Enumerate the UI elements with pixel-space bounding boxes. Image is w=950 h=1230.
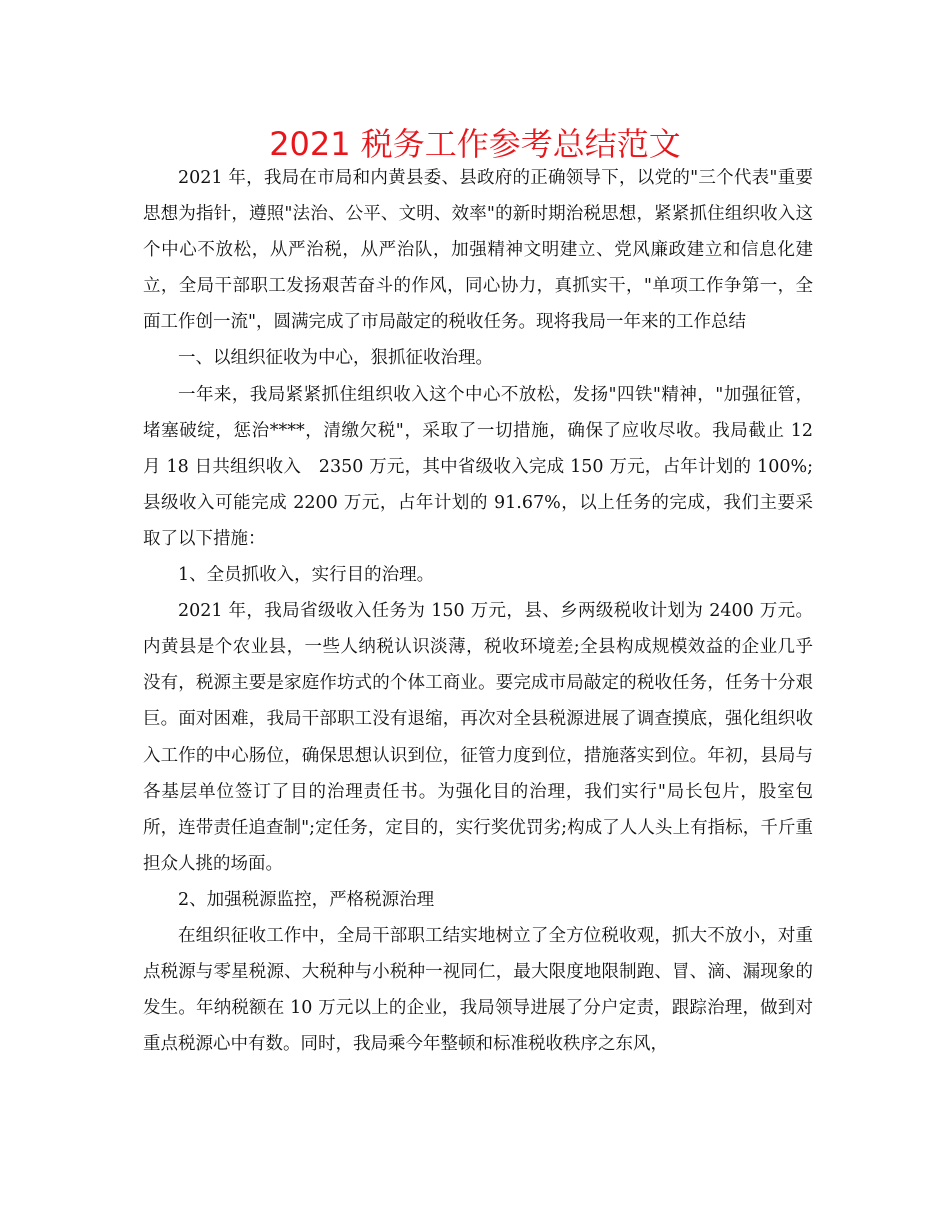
paragraph-section-1: 一年来，我局紧紧抓住组织收入这个中心不放松，发扬"四铁"精神，"加强征管，堵塞破绽，惩治****，清缴欠税"，采取了一切措施，确保了应收尽收。我局截止 12 月 18 日共组织收入 2350 万元，其中省级收入完成 150 万元，占年计划的 100%;县级收入可能完成 2200 万元，占年计划的 91.67%，以上任务的完成，我们主要采取了以下措施： [143, 384, 813, 549]
document-title: 2021 税务工作参考总结范文 [269, 125, 681, 163]
paragraph-subsection-1: 2021 年，我局省级收入任务为 150 万元，县、乡两级税收计划为 2400 万元。内黄县是个农业县，一些人纳税认识淡薄，税收环境差;全县构成规模效益的企业几乎没有，税源主要是家庭作坊式的个体工商业。要完成市局敲定的税收任务，任务十分艰巨。面对困难，我局干部职工没有退缩，再次对全县税源进展了调查摸底，强化组织收入工作的中心肠位，确保思想认识到位，征管力度到位，措施落实到位。年初，县局与各基层单位签订了目的治理责任书。为强化目的治理，我们实行"局长包片，股室包所，连带责任追查制";定任务，定目的，实行奖优罚劣;构成了人人头上有指标，千斤重担众人挑的场面。 [143, 601, 813, 874]
subsection-heading-1: 1、全员抓收入，实行目的治理。 [178, 565, 435, 586]
subsection-heading-2: 2、加强税源监控，严格税源治理 [178, 889, 435, 910]
section-heading-1: 一、以组织征收为中心，狠抓征收治理。 [178, 348, 493, 369]
paragraph-subsection-2: 在组织征收工作中，全局干部职工结实地树立了全方位税收观，抓大不放小，对重点税源与零星税源、大税种与小税种一视同仁，最大限度地限制跑、冒、滴、漏现象的发生。年纳税额在 10 万元以上的企业，我局领导进展了分户定责，跟踪治理，做到对重点税源心中有数。同时，我局乘今年整顿和标准税收秩序之东风， [143, 925, 813, 1055]
document-body [143, 160, 813, 1062]
paragraph-intro: 2021 年，我局在市局和内黄县委、县政府的正确领导下，以党的"三个代表"重要思想为指针，遵照"法治、公平、文明、效率"的新时期治税思想，紧紧抓住组织收入这个中心不放松，从严治税，从严治队，加强精神文明建立、党风廉政建立和信息化建立，全局干部职工发扬艰苦奋斗的作风，同心协力，真抓实干，"单项工作争第一，全面工作创一流"，圆满完成了市局敲定的税收任务。现将我局一年来的工作总结 [143, 168, 813, 333]
